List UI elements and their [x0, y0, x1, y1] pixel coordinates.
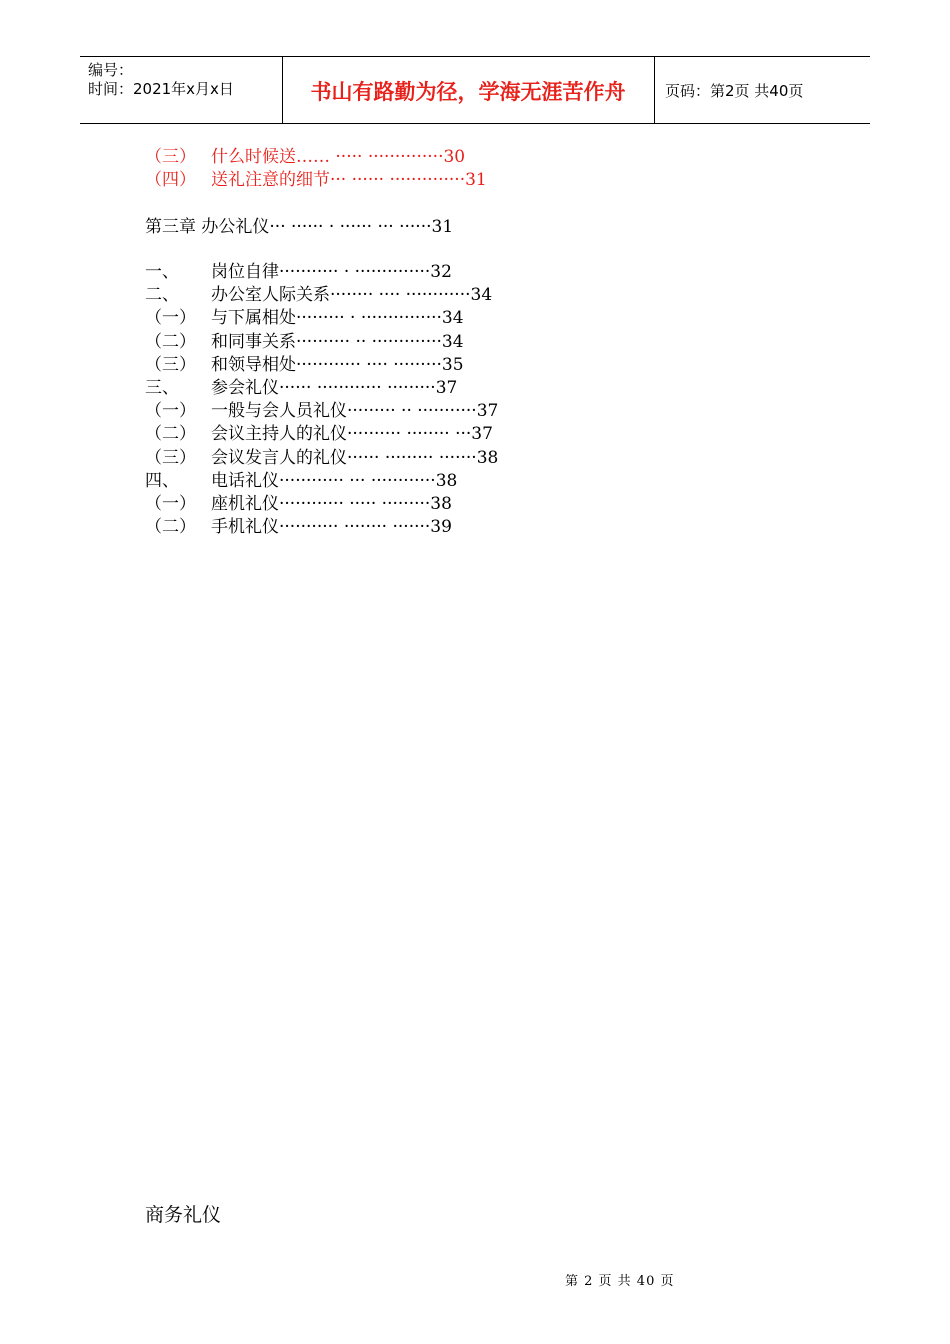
toc-main-section	[145, 261, 498, 539]
toc-entry[interactable]	[145, 169, 487, 192]
toc-entry[interactable]	[145, 307, 498, 330]
toc-entry[interactable]	[145, 377, 498, 400]
page-header	[80, 56, 870, 124]
time-label: 时间：2021年x月x日	[88, 80, 234, 98]
toc-entry[interactable]	[145, 400, 498, 423]
toc-entry-number: 三、	[145, 378, 179, 399]
toc-entry-number: （一）	[145, 308, 196, 329]
toc-entry-number: （三）	[145, 354, 196, 375]
header-divider	[654, 57, 655, 124]
toc-entry-number: （二）	[145, 424, 196, 445]
toc-entry-number: 一、	[145, 262, 179, 283]
toc-entry[interactable]	[145, 447, 498, 470]
toc-entry-text: 和同事关系·········· ·· ·············34	[211, 331, 464, 352]
toc-entry-text: 座机礼仪············ ····· ·········38	[211, 493, 452, 514]
toc-entry[interactable]	[145, 423, 498, 446]
toc-entry-number: （三）	[145, 147, 196, 168]
toc-entry-number: （二）	[145, 517, 196, 538]
toc-entry[interactable]	[145, 516, 498, 539]
toc-chapter-text: 第三章 办公礼仪··· ······ · ······ ··· ······31	[145, 217, 454, 238]
toc-entry-number: （一）	[145, 493, 196, 514]
toc-entry-text: 会议发言人的礼仪······ ········· ·······38	[211, 447, 499, 468]
footer-document-title: 商务礼仪	[145, 1204, 222, 1226]
toc-entry[interactable]	[145, 470, 498, 493]
toc-entry-text: 送礼注意的细节··· ······ ··············31	[211, 170, 487, 191]
toc-entry-text: 会议主持人的礼仪·········· ········ ···37	[211, 424, 493, 445]
footer-page-number: 第 2 页 共 40 页	[565, 1274, 675, 1289]
toc-entry-text: 一般与会人员礼仪········· ·· ···········37	[211, 401, 499, 422]
toc-entry[interactable]	[145, 284, 498, 307]
toc-entry-text: 办公室人际关系········ ···· ············34	[211, 285, 493, 306]
toc-entry-number: 四、	[145, 470, 179, 491]
toc-chapter	[145, 216, 453, 239]
toc-entry-text: 岗位自律··········· · ··············32	[211, 262, 452, 283]
toc-entry[interactable]	[145, 493, 498, 516]
toc-chapter-entry[interactable]	[145, 216, 453, 239]
serial-label: 编号：	[88, 61, 134, 79]
header-meta	[88, 61, 234, 99]
toc-entry-text: 与下属相处········· · ···············34	[211, 308, 464, 329]
toc-top-section	[145, 146, 487, 192]
toc-entry-text: 参会礼仪······ ············ ·········37	[211, 378, 458, 399]
toc-entry-number: （三）	[145, 447, 196, 468]
header-motto: 书山有路勤为径，学海无涯苦作舟	[310, 78, 626, 104]
toc-entry-text: 和领导相处············ ···· ·········35	[211, 354, 464, 375]
toc-entry-text: 什么时候送…… ····· ··············30	[211, 147, 466, 168]
header-page-info: 页码：第2页 共40页	[665, 82, 804, 100]
toc-entry[interactable]	[145, 261, 498, 284]
toc-entry-number: （四）	[145, 170, 196, 191]
toc-entry-number: （二）	[145, 331, 196, 352]
toc-entry[interactable]	[145, 146, 487, 169]
toc-entry-text: 电话礼仪············ ··· ············38	[211, 470, 458, 491]
toc-entry[interactable]	[145, 331, 498, 354]
toc-entry-number: 二、	[145, 285, 179, 306]
toc-entry[interactable]	[145, 354, 498, 377]
toc-entry-number: （一）	[145, 401, 196, 422]
toc-entry-text: 手机礼仪··········· ········ ·······39	[211, 517, 452, 538]
